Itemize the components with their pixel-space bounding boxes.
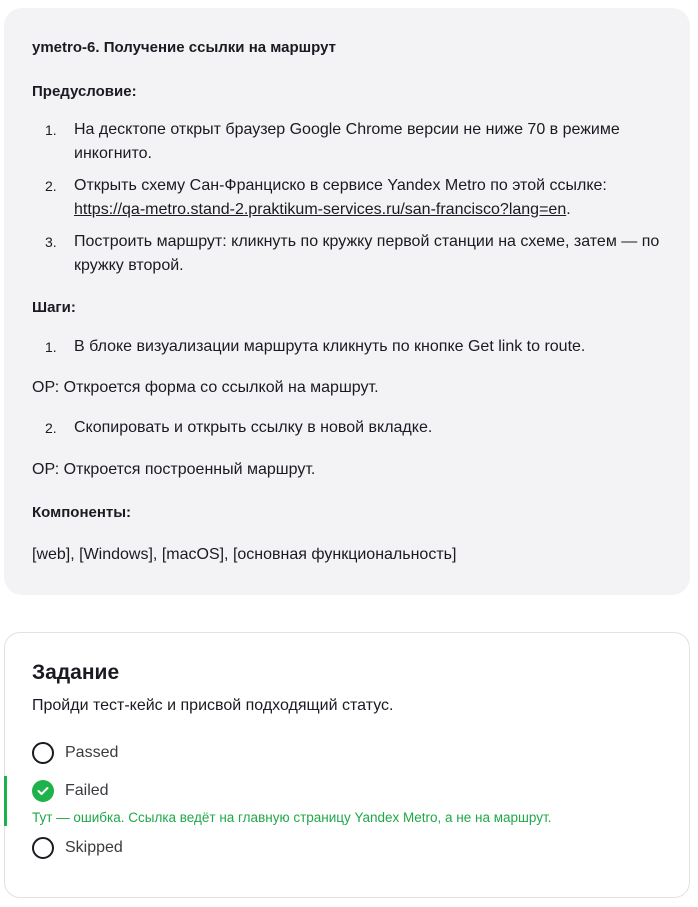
option-label: Passed — [65, 744, 119, 761]
precondition-text: Построить маршрут: кликнуть по кружку первой станции на схеме, затем — по кружку второй. — [74, 233, 660, 274]
precondition-item — [32, 230, 662, 278]
feedback-text: Тут — ошибка. Ссылка ведёт на главную страницу Yandex Metro, а не на маршрут. — [32, 810, 552, 825]
precondition-item — [32, 118, 662, 166]
radio-checked-icon[interactable] — [32, 780, 54, 802]
test-case-title: ymetro-6. Получение ссылки на маршрут — [32, 39, 337, 56]
precondition-heading: Предусловие: — [32, 83, 137, 100]
selected-option-accent — [4, 776, 7, 826]
step-item — [32, 335, 662, 359]
step-text: Скопировать и открыть ссылку в новой вкладке. — [74, 419, 433, 436]
list-number: 1. — [45, 122, 57, 138]
components-heading: Компоненты: — [32, 504, 132, 521]
steps-heading: Шаги: — [32, 299, 76, 316]
metro-link[interactable]: https://qa-metro.stand-2.praktikum-services.ru/san-francisco?lang=en — [74, 201, 567, 218]
step-expected-result: ОР: Откроется построенный маршрут. — [32, 461, 316, 478]
list-number: 1. — [45, 339, 57, 355]
components-list: [web], [Windows], [macOS], [основная функциональность] — [32, 546, 457, 563]
precondition-item — [32, 174, 662, 222]
precondition-text: На десктопе открыт браузер Google Chrome версии не ниже 70 в режиме инкогнито. — [74, 121, 620, 162]
precondition-text: Открыть схему Сан-Франциско в сервисе Yandex Metro по этой ссылке: https://qa-metro.stand-2.praktikum-services.ru/san-francisco?lang=en. — [74, 177, 607, 218]
list-number: 3. — [45, 234, 57, 250]
step-text: В блоке визуализации маршрута кликнуть по кнопке Get link to route. — [74, 338, 586, 355]
step-expected-result: ОР: Откроется форма со ссылкой на маршрут. — [32, 379, 379, 396]
option-skipped[interactable] — [32, 837, 123, 859]
option-failed[interactable] — [32, 780, 109, 802]
list-number: 2. — [45, 420, 57, 436]
step-item — [32, 416, 662, 440]
list-number: 2. — [45, 178, 57, 194]
option-passed[interactable] — [32, 742, 118, 764]
option-label: Skipped — [65, 839, 123, 856]
task-title: Задание — [32, 661, 120, 684]
radio-unchecked-icon[interactable] — [32, 742, 54, 764]
checkmark-icon — [37, 786, 49, 796]
task-description: Пройди тест-кейс и присвой подходящий статус. — [32, 697, 394, 714]
radio-unchecked-icon[interactable] — [32, 837, 54, 859]
option-label: Failed — [65, 782, 109, 799]
